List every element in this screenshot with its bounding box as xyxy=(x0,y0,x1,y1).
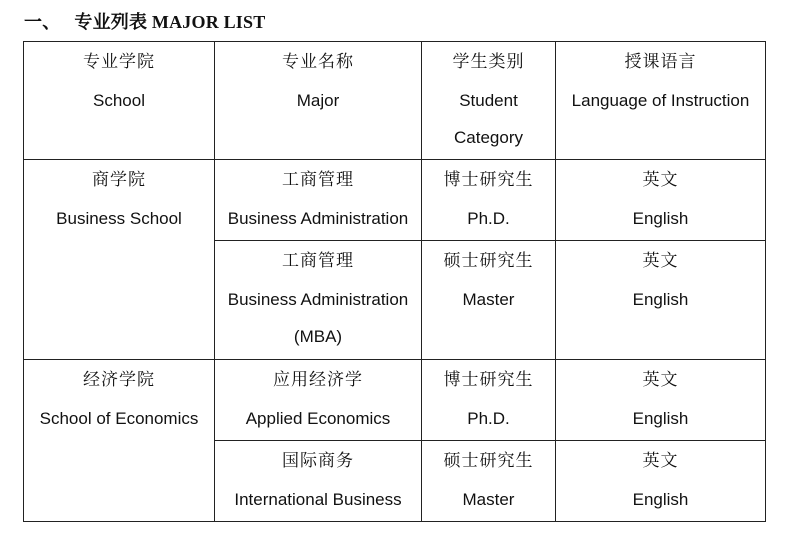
language-cell xyxy=(556,441,766,522)
category-zh: 博士研究生 xyxy=(443,370,534,390)
major-name-en: International Business xyxy=(234,489,402,509)
category-en: Master xyxy=(462,289,515,309)
category-en: Ph.D. xyxy=(467,408,510,428)
major-name-zh: 工商管理 xyxy=(282,251,354,271)
language-zh: 英文 xyxy=(642,370,679,390)
school-name-en: School of Economics xyxy=(39,408,199,428)
category-zh: 博士研究生 xyxy=(443,170,534,190)
school-cell xyxy=(24,360,215,522)
header-language-zh: 授课语言 xyxy=(624,52,697,72)
header-language-en: Language of Instruction xyxy=(571,90,750,110)
school-name-zh: 商学院 xyxy=(92,170,146,190)
category-zh: 硕士研究生 xyxy=(443,451,534,471)
major-name-zh: 工商管理 xyxy=(282,170,354,190)
category-cell xyxy=(422,241,556,360)
header-school-zh: 专业学院 xyxy=(83,52,155,72)
section-title: 专业列表 MAJOR LIST xyxy=(74,12,266,32)
major-name-zh: 国际商务 xyxy=(282,451,354,471)
table-row xyxy=(24,360,766,441)
header-major-en: Major xyxy=(296,90,340,110)
header-category-en1: Student xyxy=(459,90,518,110)
language-zh: 英文 xyxy=(642,251,679,271)
language-cell xyxy=(556,360,766,441)
major-name-en-suffix: (MBA) xyxy=(293,327,343,346)
major-name-zh: 应用经济学 xyxy=(273,370,363,390)
school-name-en: Business School xyxy=(56,208,182,228)
school-cell xyxy=(24,160,215,360)
category-cell xyxy=(422,441,556,522)
header-language xyxy=(556,42,766,160)
category-cell xyxy=(422,160,556,241)
language-zh: 英文 xyxy=(642,170,679,190)
major-cell xyxy=(215,241,422,360)
header-category-zh: 学生类别 xyxy=(452,52,525,72)
category-zh: 硕士研究生 xyxy=(443,251,534,271)
school-name-zh: 经济学院 xyxy=(83,370,155,390)
language-zh: 英文 xyxy=(642,451,679,471)
header-category xyxy=(422,42,556,160)
section-heading xyxy=(24,8,265,34)
section-number: 一、 xyxy=(24,12,61,32)
major-name-en: Applied Economics xyxy=(245,408,391,428)
category-en: Ph.D. xyxy=(467,208,510,228)
language-en: English xyxy=(632,489,689,509)
language-en: English xyxy=(632,408,689,428)
language-cell xyxy=(556,160,766,241)
category-cell xyxy=(422,360,556,441)
major-name-en: Business Administration xyxy=(227,208,409,228)
major-cell xyxy=(215,360,422,441)
major-name-en: Business Administration xyxy=(227,289,409,309)
header-category-en2: Category xyxy=(454,128,523,147)
header-major-zh: 专业名称 xyxy=(282,52,354,72)
header-major xyxy=(215,42,422,160)
category-en: Master xyxy=(462,489,515,509)
table-row xyxy=(24,160,766,241)
major-list-table xyxy=(23,41,766,522)
header-school-en: School xyxy=(93,90,145,110)
language-en: English xyxy=(632,208,689,228)
table-header-row xyxy=(24,42,766,160)
header-school xyxy=(24,42,215,160)
language-cell xyxy=(556,241,766,360)
major-cell xyxy=(215,441,422,522)
major-cell xyxy=(215,160,422,241)
language-en: English xyxy=(632,289,689,309)
